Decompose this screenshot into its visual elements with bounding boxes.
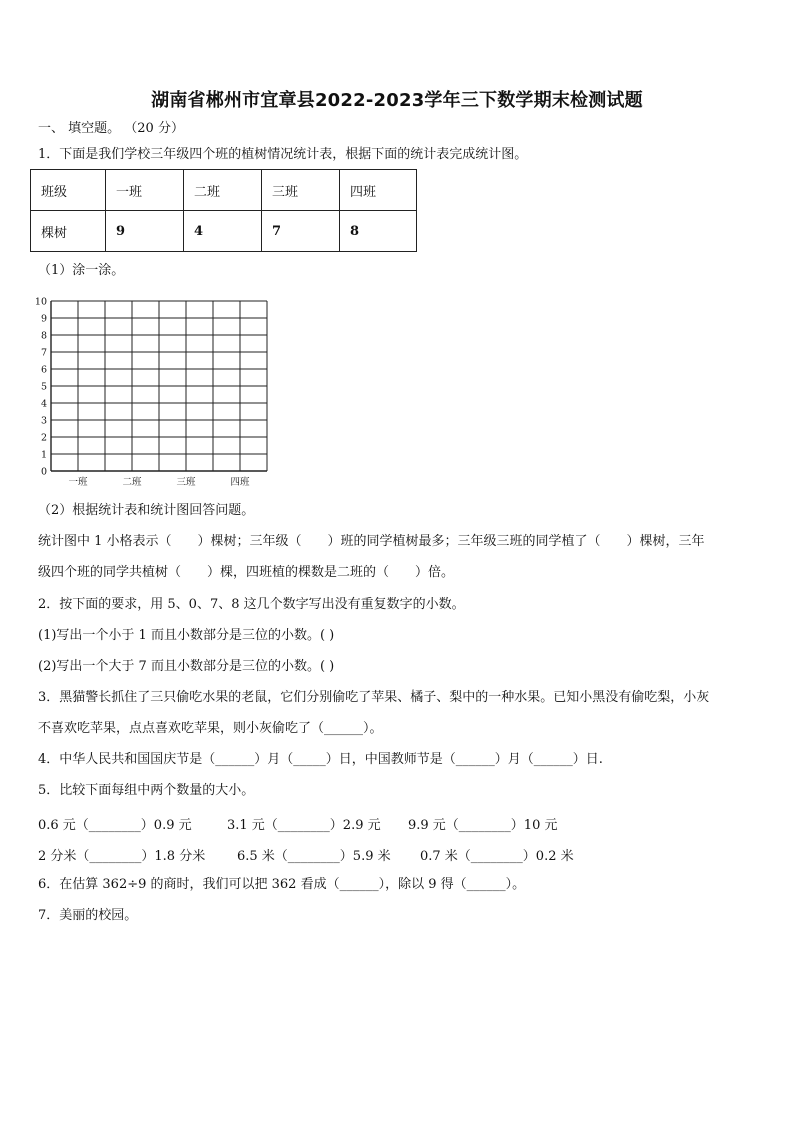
y-tick-label: 6 <box>40 364 47 376</box>
q2-part-b: (2)写出一个大于 7 而且小数部分是三位的小数。( ) <box>38 659 335 674</box>
y-tick-label: 3 <box>40 415 47 427</box>
q4: 4．中华人民共和国国庆节是（______）月（_____）日，中国教师节是（______）月（______）日. <box>38 752 603 767</box>
y-tick-label: 1 <box>40 449 47 461</box>
q2-stem: 2．按下面的要求，用 5、0、7、8 这几个数字写出没有重复数字的小数。 <box>38 597 465 612</box>
q5-stem: 5．比较下面每组中两个数量的大小。 <box>38 783 255 798</box>
q3-line2: 不喜欢吃苹果，点点喜欢吃苹果，则小灰偷吃了（______）。 <box>38 721 383 736</box>
table-header-cell: 一班 <box>106 170 184 211</box>
q3-line1: 3．黑猫警长抓住了三只偷吃水果的老鼠，它们分别偷吃了苹果、橘子、梨中的一种水果。已知小黑没有偷吃梨，小灰 <box>38 690 710 705</box>
q5-row2-item: 0.7 米（________）0.2 米 <box>420 849 574 864</box>
table-cell: 9 <box>106 211 184 252</box>
table-header-cell: 二班 <box>184 170 262 211</box>
y-tick-label: 8 <box>40 330 47 342</box>
q1-stem: 1．下面是我们学校三年级四个班的植树情况统计表，根据下面的统计表完成统计图。 <box>38 147 528 162</box>
x-category-label: 一班 <box>68 477 88 488</box>
x-category-label: 三班 <box>176 477 196 488</box>
q5-row1-item: 3.1 元（________）2.9 元 <box>227 818 381 833</box>
table-header-cell: 四班 <box>340 170 417 211</box>
q2-part-a: (1)写出一个小于 1 而且小数部分是三位的小数。( ) <box>38 628 335 643</box>
table-cell: 7 <box>262 211 340 252</box>
y-tick-label: 10 <box>34 296 47 308</box>
q5-row1-item: 9.9 元（________）10 元 <box>408 818 558 833</box>
q6: 6．在估算 362÷9 的商时，我们可以把 362 看成（______），除以 9 得（______）。 <box>38 877 526 892</box>
table-cell: 4 <box>184 211 262 252</box>
x-category-label: 四班 <box>230 477 250 488</box>
bar-chart-grid[interactable] <box>30 293 280 493</box>
table-cell: 8 <box>340 211 417 252</box>
section-heading: 一、 填空题。 （20 分） <box>38 121 184 136</box>
table-row-label: 棵树 <box>31 211 106 252</box>
y-tick-label: 4 <box>40 398 47 410</box>
y-tick-label: 7 <box>40 347 47 359</box>
table-header-cell: 三班 <box>262 170 340 211</box>
y-tick-label: 9 <box>40 313 47 325</box>
q1-sub2-line2: 级四个班的同学共植树（ ）棵，四班植的棵数是二班的（ ）倍。 <box>38 565 455 580</box>
table-row <box>31 211 417 252</box>
q5-row2-item: 6.5 米（________）5.9 米 <box>237 849 391 864</box>
table-header-cell: 班级 <box>31 170 106 211</box>
page-title: 湖南省郴州市宜章县2022-2023学年三下数学期末检测试题 <box>151 90 643 111</box>
stat-table <box>30 169 417 252</box>
x-category-label: 二班 <box>122 477 142 488</box>
q1-sub1: （1）涂一涂。 <box>38 263 125 278</box>
q1-sub2: （2）根据统计表和统计图回答问题。 <box>38 503 255 518</box>
y-tick-label: 0 <box>40 466 47 478</box>
chart-svg[interactable] <box>30 293 280 493</box>
q5-row2-item: 2 分米（________）1.8 分米 <box>38 849 206 864</box>
y-tick-label: 2 <box>40 432 47 444</box>
table-row <box>31 170 417 211</box>
y-tick-label: 5 <box>40 381 47 393</box>
q7: 7．美丽的校园。 <box>38 908 138 923</box>
q5-row1-item: 0.6 元（________）0.9 元 <box>38 818 192 833</box>
q1-sub2-line1: 统计图中 1 小格表示（ ）棵树；三年级（ ）班的同学植树最多；三年级三班的同学植了（ ）棵树，三年 <box>38 534 705 549</box>
